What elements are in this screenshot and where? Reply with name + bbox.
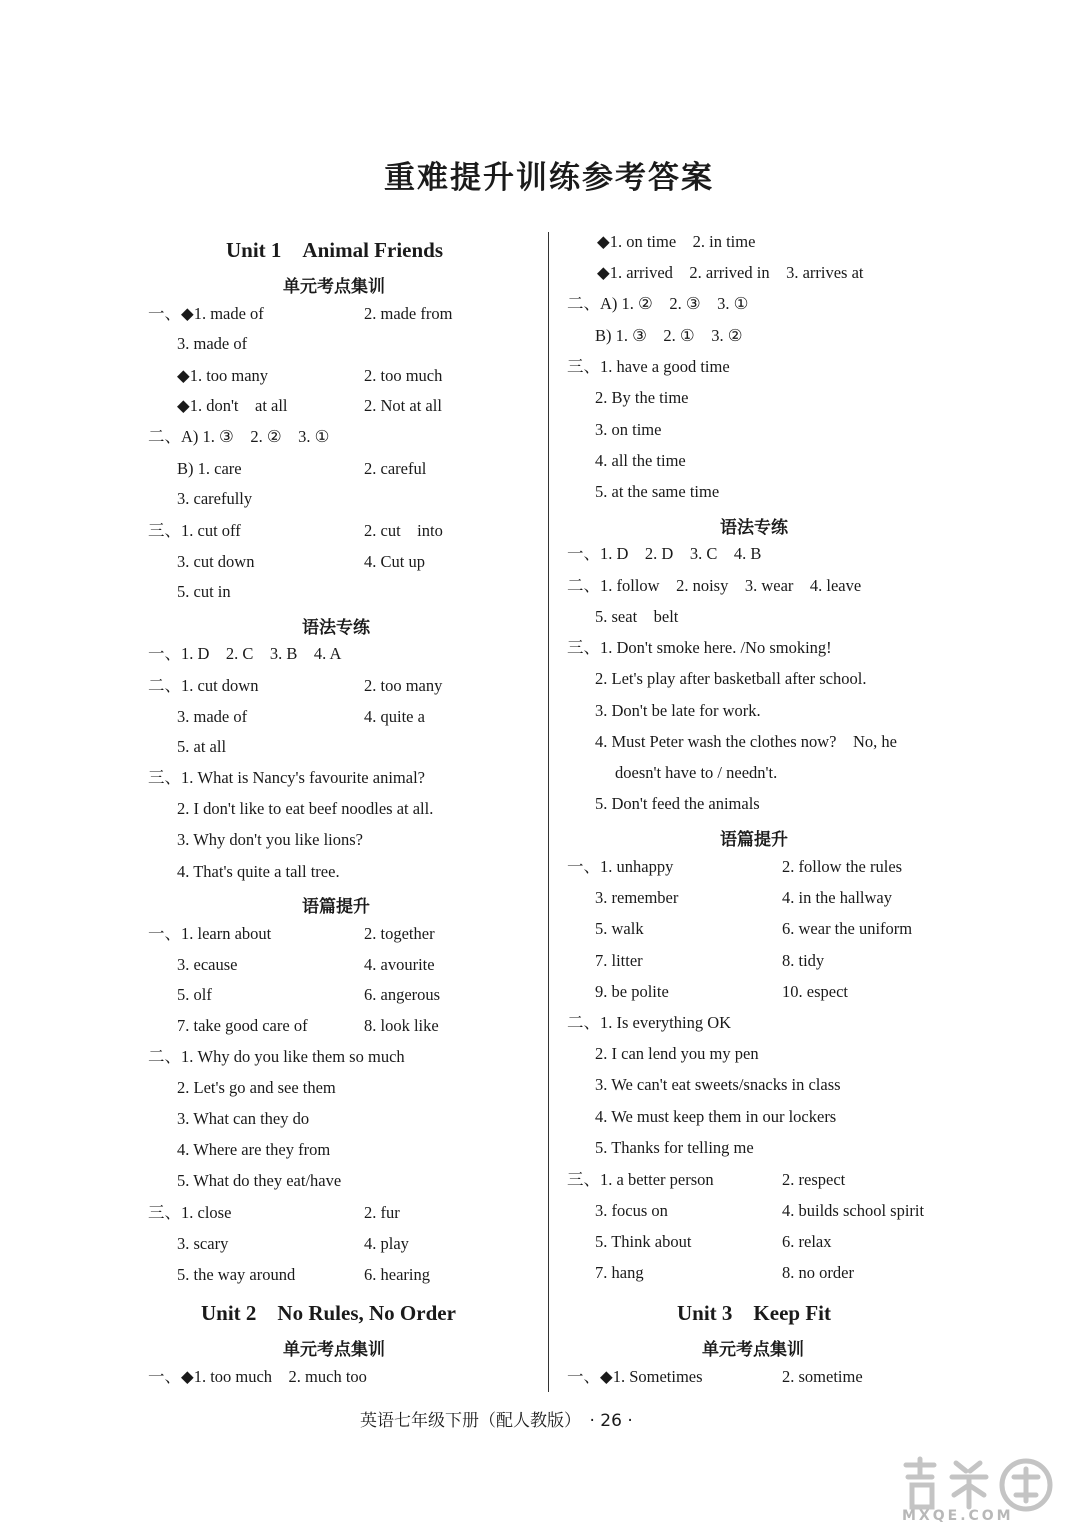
answer-line: 一、1. D 2. D 3. C 4. B	[567, 544, 762, 563]
answer-line: 4. in the hallway	[782, 888, 892, 907]
unit-3-title: Unit 3 Keep Fit	[677, 1301, 831, 1325]
answer-line: 2. follow the rules	[782, 857, 903, 876]
answer-line: 3. We can't eat sweets/snacks in class	[595, 1075, 841, 1094]
answer-line: 4. quite a	[364, 707, 425, 726]
answer-line: ◆1. arrived 2. arrived in 3. arrives at	[597, 263, 864, 282]
answer-line: 5. cut in	[177, 582, 231, 601]
answer-line: 三、1. have a good time	[567, 357, 730, 376]
answer-line: 8. look like	[364, 1016, 439, 1035]
answer-line: 三、1. What is Nancy's favourite animal?	[148, 768, 425, 787]
answer-line: 5. olf	[177, 985, 212, 1004]
answer-line: 5. walk	[595, 919, 644, 938]
section-title: 单元考点集训	[283, 1340, 385, 1360]
answer-line: 3. carefully	[177, 489, 253, 508]
answer-line: 一、1. unhappy	[567, 857, 674, 876]
answer-line: 3. made of	[177, 334, 248, 353]
answer-line: 2. respect	[782, 1170, 846, 1189]
answer-line: B) 1. care	[177, 459, 242, 478]
answer-line: 二、A) 1. ③ 2. ② 3. ①	[148, 427, 330, 446]
answer-line: 2. sometime	[782, 1367, 863, 1386]
answer-line: 2. made from	[364, 304, 453, 323]
answer-line: B) 1. ③ 2. ① 3. ②	[595, 326, 743, 345]
page-title: 重难提升训练参考答案	[384, 160, 714, 196]
section-title: 语法专练	[302, 618, 370, 638]
answer-line: 一、◆1. Sometimes	[567, 1367, 703, 1386]
answer-line: 2. I don't like to eat beef noodles at all.	[177, 799, 434, 818]
answer-line: 7. hang	[595, 1263, 644, 1282]
answer-line: 5. Thanks for telling me	[595, 1138, 754, 1157]
answer-line: 2. I can lend you my pen	[595, 1044, 759, 1063]
answer-line: 二、A) 1. ② 2. ③ 3. ①	[567, 294, 749, 313]
section-title: 语法专练	[720, 518, 788, 538]
page-footer: 英语七年级下册（配人教版） · 26 ·	[360, 1411, 633, 1431]
answer-line: 2. Let's play after basketball after school.	[595, 669, 867, 688]
answer-line: 二、1. Why do you like them so much	[148, 1047, 405, 1066]
answer-line: 3. Don't be late for work.	[595, 701, 761, 720]
answer-line: 10. espect	[782, 982, 848, 1001]
answer-line: ◆1. don't at all	[177, 396, 288, 415]
section-title: 单元考点集训	[283, 277, 385, 297]
answer-line: ◆1. too many	[177, 366, 269, 385]
answer-line: 2. too many	[364, 676, 443, 695]
answer-line: 7. litter	[595, 951, 643, 970]
answer-line: 5. What do they eat/have	[177, 1171, 342, 1190]
answer-line: 一、1. D 2. C 3. B 4. A	[148, 644, 342, 663]
answer-line: 4. Must Peter wash the clothes now? No, he	[595, 732, 897, 751]
answer-line: 4. We must keep them in our lockers	[595, 1107, 837, 1126]
answer-line: 2. cut into	[364, 521, 443, 540]
answer-line: 三、1. Don't smoke here. /No smoking!	[567, 638, 832, 657]
answer-line: 3. Why don't you like lions?	[177, 830, 363, 849]
answer-line: 6. relax	[782, 1232, 832, 1251]
section-title: 单元考点集训	[702, 1340, 804, 1360]
answer-line: 7. take good care of	[177, 1016, 308, 1035]
answer-line: 3. focus on	[595, 1201, 668, 1220]
unit-2-title: Unit 2 No Rules, No Order	[201, 1301, 456, 1325]
answer-line: ◆1. on time 2. in time	[597, 232, 756, 251]
answer-line: 8. tidy	[782, 951, 825, 970]
answer-line: 二、1. follow 2. noisy 3. wear 4. leave	[567, 576, 862, 595]
answer-line: 4. all the time	[595, 451, 686, 470]
answer-line: doesn't have to / needn't.	[615, 763, 778, 782]
answer-line: 4. avourite	[364, 955, 435, 974]
answer-line: 三、1. cut off	[148, 521, 241, 540]
answer-line: 4. builds school spirit	[782, 1201, 925, 1220]
answer-line: 6. hearing	[364, 1265, 430, 1284]
answer-line: 一、◆1. too much 2. much too	[148, 1367, 367, 1386]
answer-line: 4. Where are they from	[177, 1140, 331, 1159]
answer-line: 2. fur	[364, 1203, 400, 1222]
answer-line: 二、1. Is everything OK	[567, 1013, 732, 1032]
answer-line: 5. at the same time	[595, 482, 720, 501]
answer-line: 一、1. learn about	[148, 924, 272, 943]
answer-line: 2. together	[364, 924, 435, 943]
answer-line: 2. too much	[364, 366, 443, 385]
answer-line: 2. Not at all	[364, 396, 442, 415]
answer-line: 三、1. close	[148, 1203, 232, 1222]
answer-line: 3. scary	[177, 1234, 229, 1253]
answer-line: 三、1. a better person	[567, 1170, 714, 1189]
section-title: 语篇提升	[720, 830, 788, 850]
answer-line: 4. That's quite a tall tree.	[177, 862, 340, 881]
answer-line: 3. cut down	[177, 552, 255, 571]
answer-line: 9. be polite	[595, 982, 669, 1001]
answer-line: 3. What can they do	[177, 1109, 310, 1128]
unit-1-title: Unit 1 Animal Friends	[226, 238, 444, 262]
section-title: 语篇提升	[302, 897, 370, 917]
answer-line: 二、1. cut down	[148, 676, 259, 695]
answer-line: 3. on time	[595, 420, 662, 439]
answer-line: 5. Don't feed the animals	[595, 794, 760, 813]
answer-line: 3. made of	[177, 707, 248, 726]
answer-line: 5. seat belt	[595, 607, 679, 626]
answer-line: 2. careful	[364, 459, 427, 478]
answer-line: 5. the way around	[177, 1265, 296, 1284]
answer-line: 4. play	[364, 1234, 409, 1253]
answer-line: 3. ecause	[177, 955, 238, 974]
answer-line: 2. Let's go and see them	[177, 1078, 336, 1097]
answer-line: 6. angerous	[364, 985, 441, 1004]
answer-line: 8. no order	[782, 1263, 854, 1282]
answer-line: 一、◆1. made of	[148, 304, 264, 323]
answer-line: 6. wear the uniform	[782, 919, 913, 938]
answer-line: 5. Think about	[595, 1232, 692, 1251]
answer-line: 5. at all	[177, 737, 227, 756]
watermark-text: MXQE.COM	[902, 1508, 1014, 1524]
answer-line: 2. By the time	[595, 388, 689, 407]
answer-line: 3. remember	[595, 888, 679, 907]
answer-line: 4. Cut up	[364, 552, 425, 571]
